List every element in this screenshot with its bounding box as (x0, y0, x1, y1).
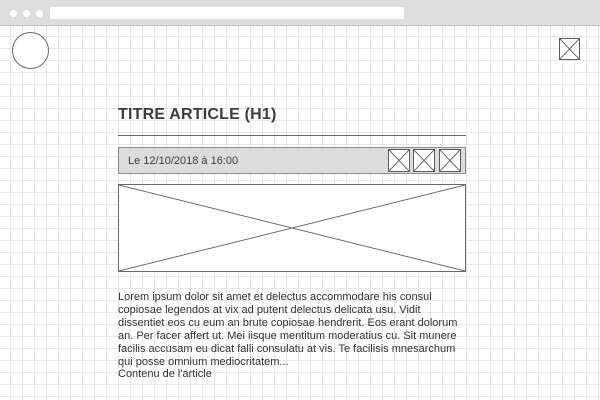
article-body (118, 291, 468, 381)
article-paragraph: Lorem ipsum dolor sit amet et delectus accommodare his consul copiosae legendos at vix ad putent delectus delicata usu. Vidit dissentiet eos cu eum an brute copiosae hendrerit. Eos erant dolorum an. Per facer affert ut. Mei iisque mentitum moderatius cu. Sit munere facilis accusam eu dicat falli consulatu at vis. Te facilisis mnesarchum qui posse omnium mediocritatem... (118, 291, 458, 368)
page-title: TITRE ARTICLE (H1) (118, 106, 277, 123)
meta-action-icon-1[interactable] (388, 149, 410, 172)
publish-date: Le 12/10/2018 à 16:00 (128, 155, 239, 167)
window-close-dot[interactable] (10, 10, 17, 17)
image-placeholder-icon (119, 185, 465, 271)
header-menu-icon[interactable] (559, 38, 580, 60)
address-bar[interactable] (50, 7, 404, 19)
browser-toolbar (0, 0, 600, 26)
hero-image-placeholder (118, 184, 466, 272)
window-maximize-dot[interactable] (36, 10, 43, 17)
content-label: Contenu de l'article (118, 368, 212, 381)
meta-action-icon-2[interactable] (413, 149, 435, 172)
window-minimize-dot[interactable] (23, 10, 30, 17)
logo-placeholder-icon[interactable] (12, 32, 49, 69)
meta-action-icon-3[interactable] (439, 149, 461, 172)
title-divider (118, 135, 466, 136)
